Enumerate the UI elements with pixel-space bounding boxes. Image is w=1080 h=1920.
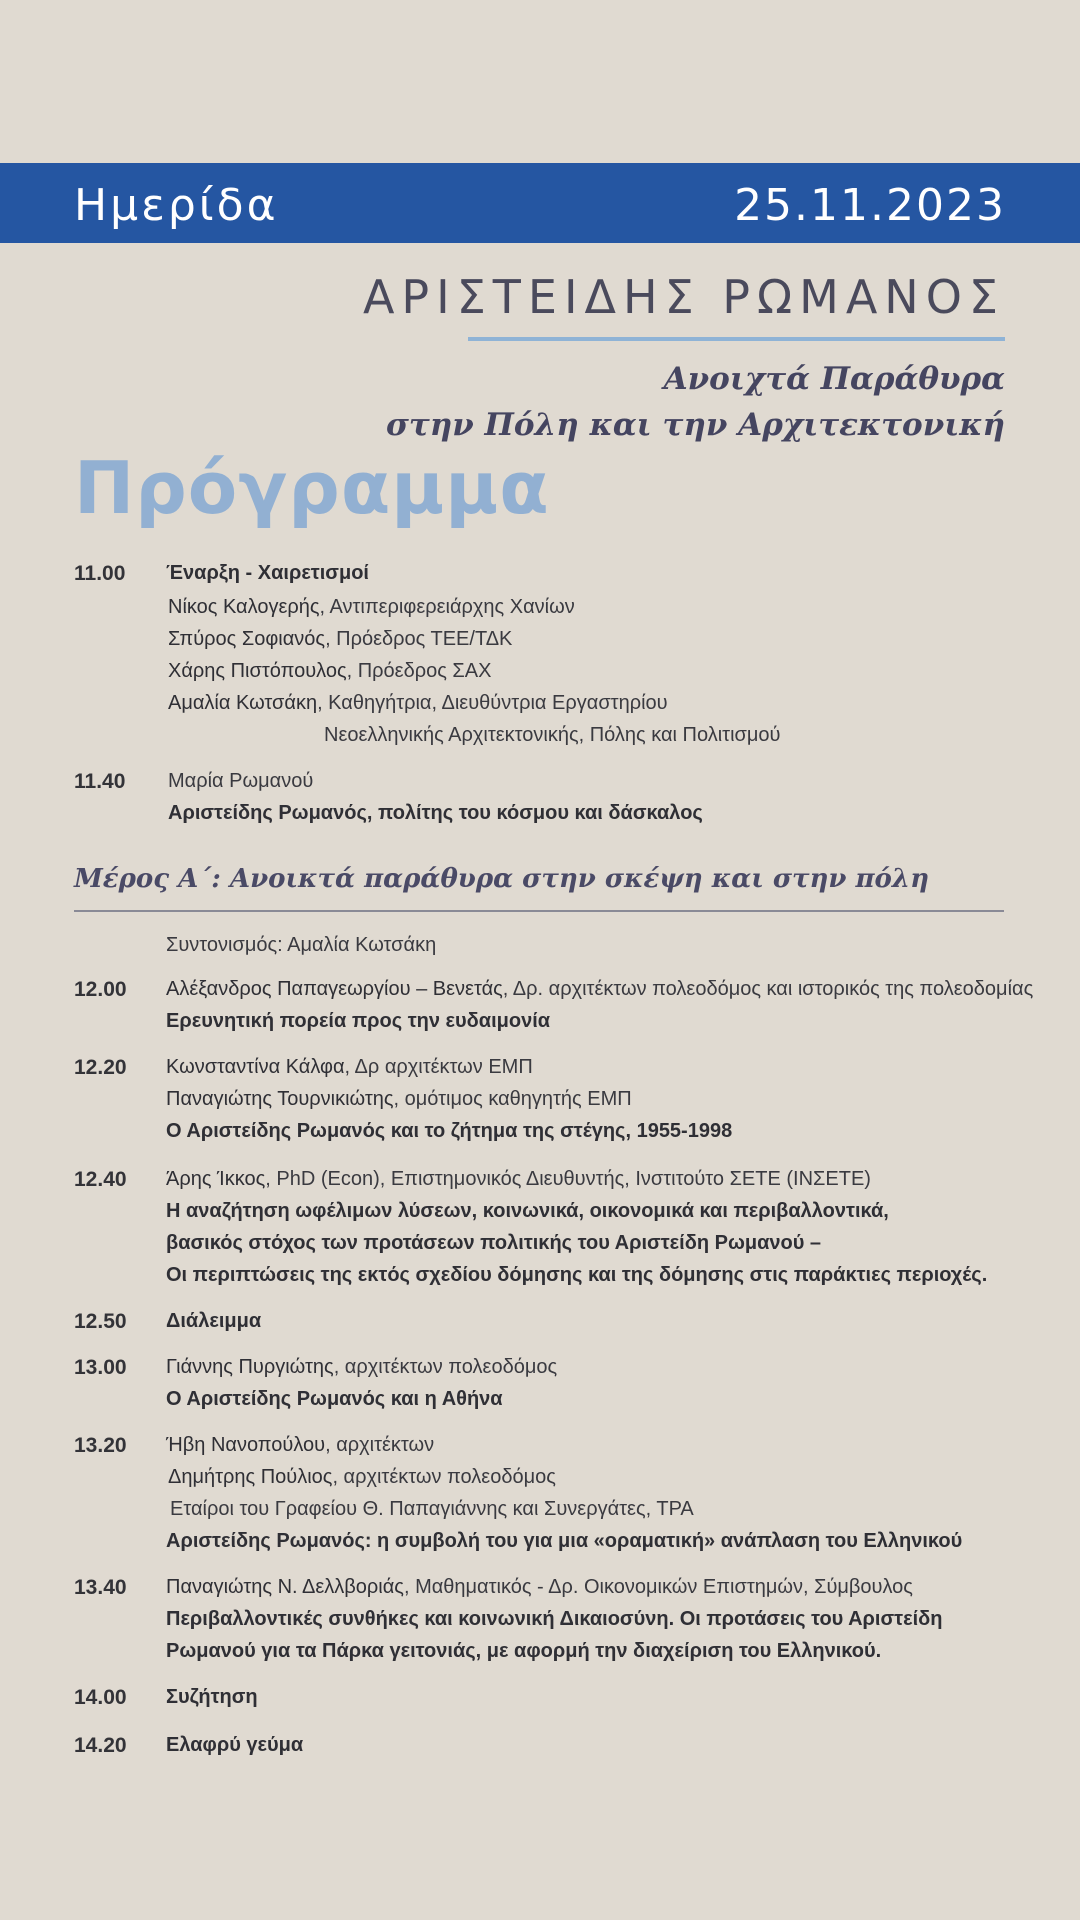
event-date: 25.11.2023 xyxy=(734,180,1006,231)
subtitle-line-2: στην Πόλη και την Αρχιτεκτονική xyxy=(386,407,1005,443)
time-1200: 12.00 xyxy=(74,978,127,1001)
speaker-line: Δημήτρης Πούλιος, αρχιτέκτων πολεοδόμος xyxy=(168,1466,556,1488)
talk-title: Αριστείδης Ρωμανός, πολίτης του κόσμου και δάσκαλος xyxy=(168,802,703,824)
speaker-line: Άρης Ίκκος, PhD (Econ), Επιστημονικός Διευθυντής, Ινστιτούτο ΣΕΤΕ (ΙΝΣΕΤΕ) xyxy=(166,1168,871,1190)
time-1220: 12.20 xyxy=(74,1056,127,1079)
speaker-line: Κωνσταντίνα Κάλφα, Δρ αρχιτέκτων ΕΜΠ xyxy=(166,1056,533,1078)
speaker-line: Αμαλία Κωτσάκη, Καθηγήτρια, Διευθύντρια Εργαστηρίου xyxy=(168,692,668,714)
talk-title: Ο Αριστείδης Ρωμανός και το ζήτημα της στέγης, 1955-1998 xyxy=(166,1120,733,1142)
time-1420: 14.20 xyxy=(74,1734,127,1757)
talk-title: Περιβαλλοντικές συνθήκες και κοινωνική Δικαιοσύνη. Οι προτάσεις του Αριστείδη xyxy=(166,1608,943,1630)
time-1320: 13.20 xyxy=(74,1434,127,1457)
discussion-title: Συζήτηση xyxy=(166,1686,258,1708)
honoree-name: ΑΡΙΣΤΕΙΔΗΣ ΡΩΜΑΝΟΣ xyxy=(362,270,1005,324)
time-1300: 13.00 xyxy=(74,1356,127,1379)
talk-title: Αριστείδης Ρωμανός: η συμβολή του για μια «οραματική» ανάπλαση του Ελληνικού xyxy=(166,1530,963,1552)
talk-title: Ο Αριστείδης Ρωμανός και η Αθήνα xyxy=(166,1388,503,1410)
time-1100: 11.00 xyxy=(74,562,126,585)
speaker-line: Χάρης Πιστόπουλος, Πρόεδρος ΣΑΧ xyxy=(168,660,492,682)
opening-title: Έναρξη - Χαιρετισμοί xyxy=(166,562,369,584)
time-1240: 12.40 xyxy=(74,1168,127,1191)
talk-title: βασικός στόχος των προτάσεων πολιτικής του Αριστείδη Ρωμανού – xyxy=(166,1232,822,1254)
moderation-line: Συντονισμός: Αμαλία Κωτσάκη xyxy=(166,934,437,956)
speaker-line: Παναγιώτης Τουρνικιώτης, ομότιμος καθηγητής ΕΜΠ xyxy=(166,1088,632,1110)
part-a-heading: Μέρος Α΄: Ανοικτά παράθυρα στην σκέψη και στην πόλη xyxy=(74,864,930,894)
event-type: Ημερίδα xyxy=(74,180,279,231)
time-1340: 13.40 xyxy=(74,1576,127,1599)
speaker-line: Παναγιώτης Ν. Δελλβοριάς, Μαθηματικός - Δρ. Οικονομικών Επιστημών, Σύμβουλος xyxy=(166,1576,913,1598)
speaker-line: Γιάννης Πυργιώτης, αρχιτέκτων πολεοδόμος xyxy=(166,1356,558,1378)
program-title: Πρόγραμμα xyxy=(74,446,550,530)
firm-line: Εταίροι του Γραφείου Θ. Παπαγιάννης και Συνεργάτες, ΤΡΑ xyxy=(170,1498,694,1520)
time-1140: 11.40 xyxy=(74,770,126,793)
subtitle-line-1: Ανοιχτά Παράθυρα xyxy=(663,361,1005,397)
part-a-rule xyxy=(74,910,1004,912)
time-1400: 14.00 xyxy=(74,1686,127,1709)
speaker-role-cont: Νεοελληνικής Αρχιτεκτονικής, Πόλης και Πολιτισμού xyxy=(324,724,781,746)
talk-title: Η αναζήτηση ωφέλιμων λύσεων, κοινωνικά, οικονομικά και περιβαλλοντικά, xyxy=(166,1200,889,1222)
speaker-line: Σπύρος Σοφιανός, Πρόεδρος ΤΕΕ/ΤΔΚ xyxy=(168,628,513,650)
break-title: Διάλειμμα xyxy=(166,1310,262,1332)
talk-title: Οι περιπτώσεις της εκτός σχεδίου δόμησης και της δόμησης στις παράκτιες περιοχές. xyxy=(166,1264,988,1286)
speaker-line: Νίκος Καλογερής, Αντιπεριφερειάρχης Χανίων xyxy=(168,596,575,618)
time-1250: 12.50 xyxy=(74,1310,127,1333)
talk-title: Ρωμανού για τα Πάρκα γειτονιάς, με αφορμή την διαχείριση του Ελληνικού. xyxy=(166,1640,882,1662)
speaker-line: Αλέξανδρος Παπαγεωργίου – Βενετάς, Δρ. αρχιτέκτων πολεοδόμος και ιστορικός της πολεοδομίας xyxy=(166,978,1034,1000)
lunch-title: Ελαφρύ γεύμα xyxy=(166,1734,304,1756)
speaker-line: Μαρία Ρωμανού xyxy=(168,770,314,792)
talk-title: Ερευνητική πορεία προς την ευδαιμονία xyxy=(166,1010,551,1032)
speaker-line: Ήβη Νανοπούλου, αρχιτέκτων xyxy=(166,1434,435,1456)
